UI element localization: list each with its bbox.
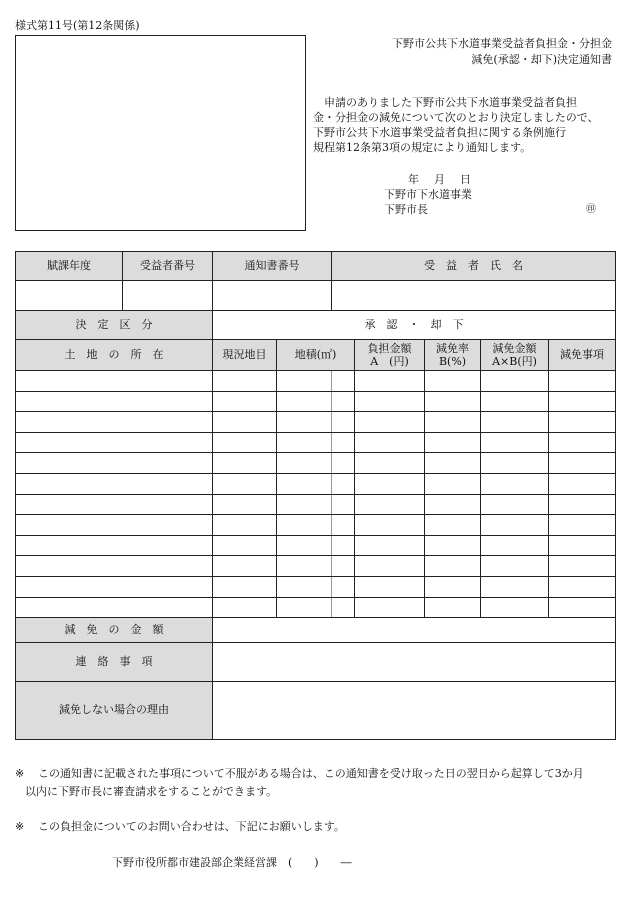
land-location-cell[interactable] [16, 556, 213, 577]
land-category-cell[interactable] [213, 371, 277, 392]
reduction-reason-cell[interactable] [549, 597, 616, 618]
reduction-amount-cell[interactable] [481, 494, 549, 515]
reduction-reason-cell[interactable] [549, 412, 616, 433]
charge-amount-cell[interactable] [355, 597, 425, 618]
land-location-cell[interactable] [16, 412, 213, 433]
charge-amount-cell[interactable] [355, 535, 425, 556]
note-mark: ※ [15, 820, 25, 833]
land-area-decimal-cell[interactable] [332, 412, 355, 433]
reduction-amount-header-line1: 減免金額 [492, 342, 537, 355]
land-row [16, 576, 616, 597]
appeal-note-line-2: 以内に下野市長に審査請求をすることができます。 [25, 785, 278, 798]
reduction-reason-cell[interactable] [549, 453, 616, 474]
header-row-1 [16, 252, 616, 281]
land-category-cell[interactable] [213, 412, 277, 433]
reduction-amount-cell[interactable] [481, 597, 549, 618]
seal-icon: ㊞ [586, 204, 596, 215]
inquiry-note [15, 820, 345, 835]
charge-amount-header-line2: A (円) [370, 355, 409, 368]
reduction-amount-cell[interactable] [481, 453, 549, 474]
reduction-reason-cell[interactable] [549, 473, 616, 494]
reduction-rate-cell[interactable] [425, 535, 481, 556]
reduction-reason-cell[interactable] [549, 576, 616, 597]
land-location-cell[interactable] [16, 515, 213, 536]
decision-row [16, 311, 616, 340]
reduction-total-row [16, 618, 616, 643]
land-category-cell[interactable] [213, 556, 277, 577]
inquiry-note-text: この負担金についてのお問い合わせは、下記にお願いします。 [38, 820, 345, 833]
issue-date: 年 月 日 [408, 173, 473, 186]
beneficiary-number-header: 受益者番号 [123, 252, 213, 281]
land-location-cell[interactable] [16, 371, 213, 392]
reduction-reason-cell[interactable] [549, 515, 616, 536]
reduction-rate-cell[interactable] [425, 432, 481, 453]
fiscal-year-header: 賦課年度 [16, 252, 123, 281]
land-area-decimal-cell[interactable] [332, 391, 355, 412]
land-area-integer-cell[interactable] [277, 453, 332, 474]
land-category-cell[interactable] [213, 576, 277, 597]
land-row [16, 494, 616, 515]
notice-line-2: 金・分担金の減免について次のとおり決定しましたので、 [313, 111, 599, 124]
reduction-rate-header-line1: 減免率 [436, 342, 469, 355]
reduction-reason-cell[interactable] [549, 494, 616, 515]
charge-amount-cell[interactable] [355, 515, 425, 536]
land-area-integer-cell[interactable] [277, 432, 332, 453]
land-location-cell[interactable] [16, 576, 213, 597]
land-location-cell[interactable] [16, 391, 213, 412]
land-location-header: 土 地 の 所 在 [16, 340, 213, 371]
appeal-note-text-1: この通知書に記載された事項について不服がある場合は、この通知書を受け取った日の翌日から起算して3か月 [38, 767, 584, 780]
notice-line-3: 下野市公共下水道事業受益者負担に関する条例施行 [313, 126, 566, 139]
land-row [16, 515, 616, 536]
land-category-cell[interactable] [213, 473, 277, 494]
reduction-reason-cell[interactable] [549, 432, 616, 453]
land-row [16, 473, 616, 494]
land-location-cell[interactable] [16, 432, 213, 453]
land-category-header: 現況地目 [213, 340, 277, 371]
land-category-cell[interactable] [213, 494, 277, 515]
reduction-rate-cell[interactable] [425, 371, 481, 392]
charge-amount-cell[interactable] [355, 432, 425, 453]
land-area-integer-cell[interactable] [277, 371, 332, 392]
land-area-integer-cell[interactable] [277, 473, 332, 494]
fiscal-year-field[interactable] [16, 281, 123, 311]
address-box [15, 35, 306, 231]
land-category-cell[interactable] [213, 432, 277, 453]
reduction-rate-cell[interactable] [425, 556, 481, 577]
title-line-2: 減免(承認・却下)決定通知書 [471, 53, 612, 66]
issuer-mayor: 下野市長 [384, 203, 428, 216]
reduction-rate-cell[interactable] [425, 391, 481, 412]
beneficiary-name-header: 受 益 者 氏 名 [332, 252, 616, 281]
reduction-amount-cell[interactable] [481, 391, 549, 412]
land-area-decimal-cell[interactable] [332, 576, 355, 597]
charge-amount-header-line1: 負担金額 [367, 342, 412, 355]
charge-amount-cell[interactable] [355, 556, 425, 577]
land-area-decimal-cell[interactable] [332, 494, 355, 515]
land-area-integer-cell[interactable] [277, 556, 332, 577]
land-category-cell[interactable] [213, 391, 277, 412]
land-location-cell[interactable] [16, 473, 213, 494]
land-area-decimal-cell[interactable] [332, 453, 355, 474]
issuer-org: 下野市下水道事業 [384, 188, 472, 201]
notice-number-header: 通知書番号 [213, 252, 332, 281]
notice-line-4: 規程第12条第3項の規定により通知します。 [313, 141, 532, 154]
issuer-mayor-row [384, 202, 596, 217]
land-row [16, 535, 616, 556]
land-area-integer-cell[interactable] [277, 576, 332, 597]
land-row [16, 391, 616, 412]
reduction-amount-cell[interactable] [481, 515, 549, 536]
reduction-amount-cell[interactable] [481, 412, 549, 433]
land-location-cell[interactable] [16, 597, 213, 618]
charge-amount-cell[interactable] [355, 412, 425, 433]
land-category-cell[interactable] [213, 515, 277, 536]
contact-notes-field[interactable] [213, 643, 616, 682]
notice-body [313, 95, 613, 155]
rejection-reason-row [16, 682, 616, 740]
land-row [16, 556, 616, 577]
reduction-rate-header-line2: B(%) [438, 355, 467, 368]
land-area-integer-cell[interactable] [277, 391, 332, 412]
charge-amount-cell[interactable] [355, 391, 425, 412]
contact-notes-row [16, 643, 616, 682]
document-title [392, 36, 612, 68]
land-area-decimal-cell[interactable] [332, 535, 355, 556]
appeal-note [15, 765, 615, 801]
charge-amount-cell[interactable] [355, 371, 425, 392]
reduction-rate-cell[interactable] [425, 515, 481, 536]
decision-value[interactable]: 承 認 ・ 却 下 [213, 311, 616, 340]
reduction-reason-cell[interactable] [549, 391, 616, 412]
land-area-decimal-cell[interactable] [332, 371, 355, 392]
land-area-decimal-cell[interactable] [332, 597, 355, 618]
reduction-rate-cell[interactable] [425, 597, 481, 618]
rejection-reason-field[interactable] [213, 682, 616, 740]
land-row [16, 432, 616, 453]
reduction-reason-cell[interactable] [549, 535, 616, 556]
reduction-amount-cell[interactable] [481, 371, 549, 392]
land-area-decimal-cell[interactable] [332, 473, 355, 494]
reduction-amount-cell[interactable] [481, 556, 549, 577]
title-line-1: 下野市公共下水道事業受益者負担金・分担金 [392, 37, 612, 50]
reduction-table [15, 251, 616, 740]
reduction-reason-cell[interactable] [549, 371, 616, 392]
land-row [16, 412, 616, 433]
reduction-rate-cell[interactable] [425, 576, 481, 597]
reduction-amount-cell[interactable] [481, 473, 549, 494]
land-area-decimal-cell[interactable] [332, 556, 355, 577]
charge-amount-cell[interactable] [355, 494, 425, 515]
reduction-total-field[interactable] [213, 618, 616, 643]
reduction-reason-header: 減免事項 [549, 340, 616, 371]
reduction-amount-header [481, 340, 549, 371]
land-area-integer-cell[interactable] [277, 515, 332, 536]
notice-line-1: 申請のありました下野市公共下水道事業受益者負担 [324, 96, 577, 109]
contact-notes-label: 連 絡 事 項 [16, 643, 213, 682]
land-location-cell[interactable] [16, 453, 213, 474]
form-label: 様式第11号(第12条関係) [15, 19, 140, 32]
appeal-note-line-1 [15, 765, 615, 783]
beneficiary-entry-row [16, 281, 616, 311]
contact-line: 下野市役所都市建設部企業経営課 ( ) ― [112, 856, 352, 869]
note-mark: ※ [15, 767, 25, 780]
land-category-cell[interactable] [213, 535, 277, 556]
land-category-cell[interactable] [213, 453, 277, 474]
reduction-rate-cell[interactable] [425, 453, 481, 474]
reduction-reason-cell[interactable] [549, 556, 616, 577]
issuer-block [384, 172, 596, 217]
reduction-rate-cell[interactable] [425, 412, 481, 433]
land-area-header: 地積(㎡) [277, 340, 355, 371]
header-row-3 [16, 340, 616, 371]
beneficiary-number-field[interactable] [123, 281, 213, 311]
reduction-amount-cell[interactable] [481, 576, 549, 597]
reduction-amount-header-line2: A×B(円) [492, 355, 537, 368]
reduction-rate-cell[interactable] [425, 494, 481, 515]
reduction-total-label: 減 免 の 金 額 [16, 618, 213, 643]
notice-number-field[interactable] [213, 281, 332, 311]
land-row [16, 371, 616, 392]
land-category-cell[interactable] [213, 597, 277, 618]
rejection-reason-label: 減免しない場合の理由 [16, 682, 213, 740]
reduction-amount-cell[interactable] [481, 432, 549, 453]
charge-amount-cell[interactable] [355, 453, 425, 474]
land-row [16, 597, 616, 618]
charge-amount-cell[interactable] [355, 473, 425, 494]
charge-amount-cell[interactable] [355, 576, 425, 597]
reduction-rate-header [425, 340, 481, 371]
land-area-decimal-cell[interactable] [332, 515, 355, 536]
decision-label: 決 定 区 分 [16, 311, 213, 340]
land-area-integer-cell[interactable] [277, 494, 332, 515]
reduction-amount-cell[interactable] [481, 535, 549, 556]
beneficiary-name-field[interactable] [332, 281, 616, 311]
land-area-integer-cell[interactable] [277, 535, 332, 556]
land-row [16, 453, 616, 474]
land-area-decimal-cell[interactable] [332, 432, 355, 453]
land-location-cell[interactable] [16, 535, 213, 556]
land-area-integer-cell[interactable] [277, 597, 332, 618]
land-area-integer-cell[interactable] [277, 412, 332, 433]
charge-amount-header [355, 340, 425, 371]
reduction-rate-cell[interactable] [425, 473, 481, 494]
land-location-cell[interactable] [16, 494, 213, 515]
